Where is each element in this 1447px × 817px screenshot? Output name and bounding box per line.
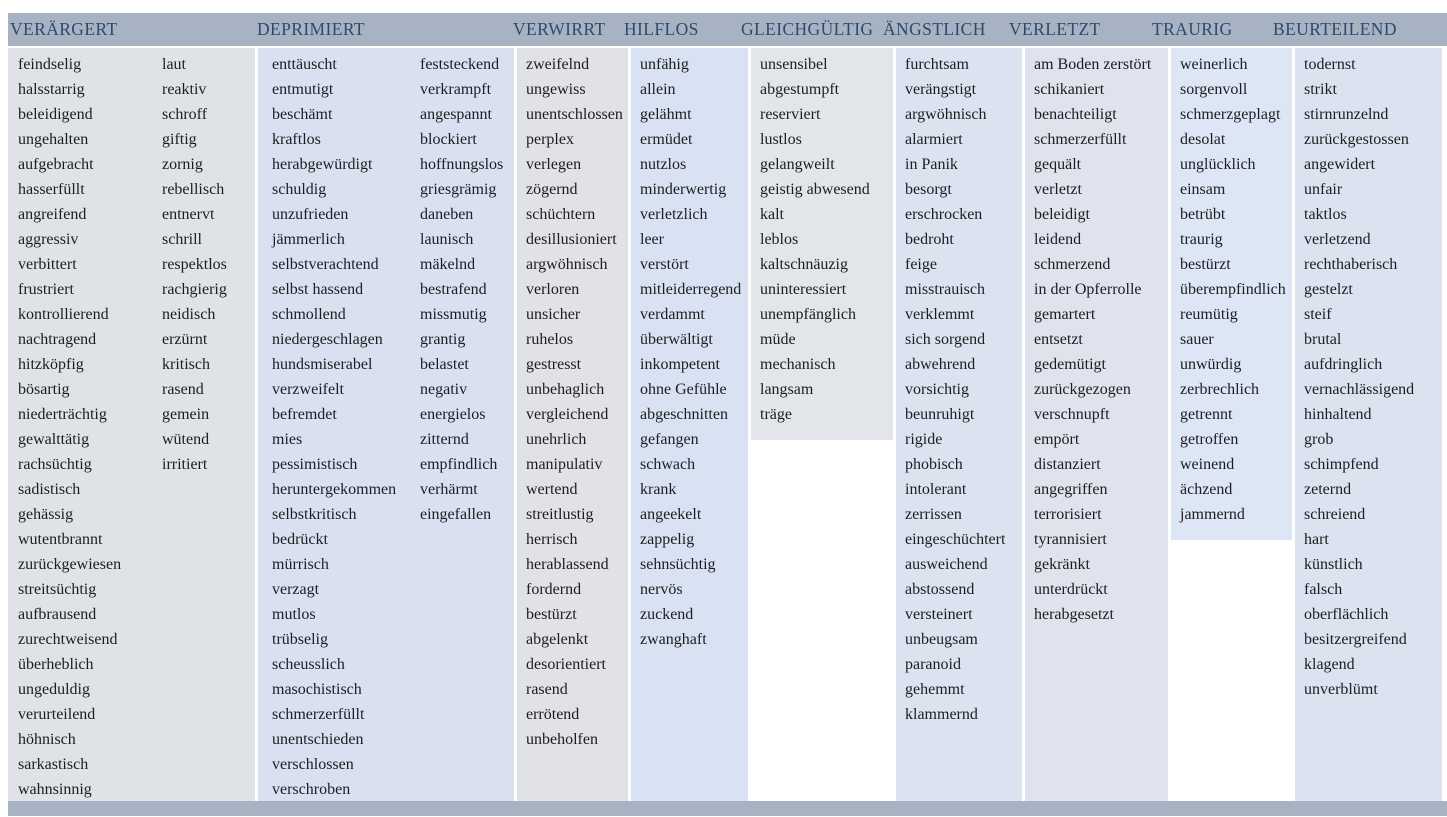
emotion-word: kraftlos (272, 131, 321, 148)
emotion-word: klagend (1304, 656, 1355, 673)
emotion-word: argwöhnisch (526, 256, 608, 273)
emotion-word: fordernd (526, 581, 582, 598)
column-header-beurteilend: BEURTEILEND (1273, 19, 1397, 39)
emotion-word: verletzlich (640, 206, 708, 223)
emotion-word: gemartert (1034, 306, 1096, 323)
emotion-word: feige (905, 256, 937, 273)
emotion-word: verkrampft (420, 81, 492, 98)
word-list (517, 48, 623, 752)
emotion-word: abgeschnitten (640, 406, 728, 423)
emotion-word: strikt (1304, 81, 1337, 98)
emotion-word: getroffen (1180, 431, 1239, 448)
emotion-word: distanziert (1034, 456, 1101, 473)
emotion-word: vernachlässigend (1304, 381, 1415, 398)
emotion-word: unzufrieden (272, 206, 349, 223)
emotion-word: ächzend (1180, 481, 1233, 498)
emotion-word: phobisch (905, 456, 963, 473)
emotion-word: terrorisiert (1034, 506, 1102, 523)
emotion-word: desolat (1180, 131, 1226, 148)
emotion-word: verklemmt (905, 306, 975, 323)
column-deprimiert (258, 48, 514, 802)
emotion-word: unfähig (640, 56, 689, 73)
emotion-word: verloren (526, 281, 580, 298)
emotion-word: klammernd (905, 706, 978, 723)
emotion-word: schüchtern (526, 206, 596, 223)
emotion-word: gehemmt (905, 681, 965, 698)
emotion-word: wutentbrannt (18, 531, 103, 548)
emotion-word: bestürzt (526, 606, 577, 623)
emotion-word: bedrückt (272, 531, 328, 548)
column-fill (896, 48, 1022, 802)
column-fill (517, 48, 628, 802)
emotion-word: intolerant (905, 481, 967, 498)
emotion-word: grantig (420, 331, 466, 348)
emotion-word: angegriffen (1034, 481, 1108, 498)
column-beurteilend (1295, 48, 1442, 802)
bottom-bar (8, 801, 1447, 816)
column-aengstlich (896, 48, 1022, 802)
emotion-word: am Boden zerstört (1034, 56, 1152, 73)
emotion-word: besorgt (905, 181, 952, 198)
emotion-word: selbstverachtend (272, 256, 379, 273)
emotion-word: beschämt (272, 106, 333, 123)
column-fill (1171, 48, 1292, 540)
emotion-word: schrill (162, 231, 202, 248)
emotion-word: belastet (420, 356, 469, 373)
emotion-word: nervös (640, 581, 683, 598)
emotion-word: steif (1304, 306, 1332, 323)
emotion-word: wertend (526, 481, 578, 498)
emotion-word: sarkastisch (18, 756, 89, 773)
emotion-word: falsch (1304, 581, 1343, 598)
emotion-word: furchtsam (905, 56, 969, 73)
emotion-word: ohne Gefühle (640, 381, 727, 398)
emotion-word: streitsüchtig (18, 581, 97, 598)
emotion-word: daneben (420, 206, 474, 223)
emotion-word: masochistisch (272, 681, 362, 698)
emotion-word: manipulativ (526, 456, 603, 473)
emotion-word: überheblich (18, 656, 94, 673)
emotion-word: reaktiv (162, 81, 207, 98)
emotion-word: unbeugsam (905, 631, 978, 648)
emotion-word: erzürnt (162, 331, 208, 348)
emotion-word: heruntergekommen (272, 481, 397, 498)
emotion-word: beunruhigt (905, 406, 975, 423)
emotion-word: launisch (420, 231, 474, 248)
emotion-word: scheusslich (272, 656, 345, 673)
emotion-word: verängstigt (905, 81, 977, 98)
emotion-word: unsicher (526, 306, 581, 323)
emotion-word: befremdet (272, 406, 337, 423)
emotion-word: versteinert (905, 606, 973, 623)
emotion-word: argwöhnisch (905, 106, 987, 123)
emotion-word: ruhelos (526, 331, 574, 348)
emotion-word: unehrlich (526, 431, 587, 448)
emotion-word: weinend (1180, 456, 1235, 473)
emotion-word: zornig (162, 156, 203, 173)
emotion-word: in Panik (905, 156, 958, 173)
emotion-word: rechthaberisch (1304, 256, 1398, 273)
emotion-word: wahnsinnig (18, 781, 92, 798)
emotion-word: schmerzerfüllt (272, 706, 365, 723)
emotion-word: schreiend (1304, 506, 1366, 523)
column-fill (1295, 48, 1442, 802)
emotion-word: zurückgezogen (1034, 381, 1131, 398)
emotion-word: kontrollierend (18, 306, 109, 323)
word-list (8, 48, 153, 802)
emotion-word: unglücklich (1180, 156, 1256, 173)
emotion-word: ungehalten (18, 131, 89, 148)
column-verwirrt (517, 48, 628, 802)
emotion-word: überempfindlich (1180, 281, 1286, 298)
emotion-word: empfindlich (420, 456, 498, 473)
emotion-word: eingeschüchtert (905, 531, 1006, 548)
emotion-word: erschrocken (905, 206, 983, 223)
emotion-word: griesgrämig (420, 181, 497, 198)
emotion-word: verstört (640, 256, 689, 273)
emotion-word: herablassend (526, 556, 609, 573)
emotion-word: gestresst (526, 356, 582, 373)
emotion-word: gemein (162, 406, 210, 423)
emotion-word: leblos (760, 231, 799, 248)
emotion-word: lustlos (760, 131, 802, 148)
emotion-word: unbeholfen (526, 731, 598, 748)
emotion-word: überwältigt (640, 331, 713, 348)
emotion-word: verbittert (18, 256, 77, 273)
emotion-word: zurechtweisend (18, 631, 118, 648)
emotion-word: zeternd (1304, 481, 1352, 498)
column-veraergert (8, 48, 255, 802)
emotion-word: blockiert (420, 131, 477, 148)
emotion-word: höhnisch (18, 731, 76, 748)
emotion-word: verschnupft (1034, 406, 1110, 423)
emotion-word: oberflächlich (1304, 606, 1389, 623)
emotion-word: abwehrend (905, 356, 976, 373)
emotion-word: schmerzend (1034, 256, 1111, 273)
emotion-word: uninteressiert (760, 281, 847, 298)
emotion-word: kaltschnäuzig (760, 256, 848, 273)
emotion-word: entsetzt (1034, 331, 1083, 348)
emotion-word: stirnrunzelnd (1304, 106, 1389, 123)
emotion-word: allein (640, 81, 676, 98)
emotion-word: reumütig (1180, 306, 1238, 323)
emotion-word: reserviert (760, 106, 821, 123)
emotion-word: desillusioniert (526, 231, 617, 248)
emotion-word: zurückgestossen (1304, 131, 1409, 148)
table-body (8, 48, 1447, 802)
column-header-hilflos: HILFLOS (624, 19, 699, 39)
column-header-gleichgueltig: GLEICHGÜLTIG (741, 19, 874, 39)
emotion-word: entnervt (162, 206, 215, 223)
emotion-word: weinerlich (1180, 56, 1248, 73)
emotion-word: benachteiligt (1034, 106, 1117, 123)
emotion-word: beleidigend (18, 106, 93, 123)
emotion-word: aufgebracht (18, 156, 94, 173)
column-fill (751, 48, 893, 440)
emotion-word: giftig (162, 131, 197, 148)
emotion-word: vergleichend (526, 406, 609, 423)
emotion-word: inkompetent (640, 356, 720, 373)
emotion-word: frustriert (18, 281, 74, 298)
emotion-word: einsam (1180, 181, 1226, 198)
word-list (631, 48, 741, 652)
emotion-word: gestelzt (1304, 281, 1353, 298)
emotion-word: verschroben (272, 781, 351, 798)
emotion-word: selbst hassend (272, 281, 364, 298)
emotion-word: herabgesetzt (1034, 606, 1114, 623)
emotion-word: misstrauisch (905, 281, 985, 298)
emotion-word: gedemütigt (1034, 356, 1106, 373)
emotion-word: rigide (905, 431, 943, 448)
emotion-word: leer (640, 231, 664, 248)
emotion-word: gefangen (640, 431, 699, 448)
column-header-verwirrt: VERWIRRT (513, 19, 606, 39)
emotion-word: rasend (162, 381, 204, 398)
emotion-word: negativ (420, 381, 468, 398)
emotion-word: niedergeschlagen (272, 331, 383, 348)
emotion-word: unentschieden (272, 731, 364, 748)
emotion-word: schmerzgeplagt (1180, 106, 1281, 123)
emotion-word: laut (162, 56, 186, 73)
emotion-word: traurig (1180, 231, 1223, 248)
emotion-word: zuckend (640, 606, 694, 623)
emotion-word: ausweichend (905, 556, 988, 573)
emotion-word: verzweifelt (272, 381, 344, 398)
column-fill (258, 48, 514, 802)
emotion-word: unverblümt (1304, 681, 1378, 698)
emotion-word: wütend (162, 431, 210, 448)
emotion-word: krank (640, 481, 677, 498)
emotion-word: verletzend (1304, 231, 1371, 248)
emotion-word: bestrafend (420, 281, 487, 298)
emotion-word: missmutig (420, 306, 487, 323)
emotion-word: sauer (1180, 331, 1214, 348)
emotion-word: nutzlos (640, 156, 687, 173)
emotion-word: rachgierig (162, 281, 227, 298)
emotion-word: hasserfüllt (18, 181, 85, 198)
emotion-word: todernst (1304, 56, 1356, 73)
column-header-traurig: TRAURIG (1152, 19, 1233, 39)
column-header-veraergert: VERÄRGERT (10, 19, 118, 39)
emotion-word: feststeckend (420, 56, 500, 73)
emotion-word: paranoid (905, 656, 961, 673)
emotion-word: angeekelt (640, 506, 702, 523)
emotion-word: schmollend (272, 306, 346, 323)
emotion-word: künstlich (1304, 556, 1363, 573)
emotion-word: kritisch (162, 356, 210, 373)
emotion-word: zerrissen (905, 506, 962, 523)
emotion-word: zögernd (526, 181, 578, 198)
word-list (751, 48, 870, 427)
emotion-word: angewidert (1304, 156, 1376, 173)
emotion-word: in der Opferrolle (1034, 281, 1142, 298)
emotion-word: herabgewürdigt (272, 156, 373, 173)
emotion-word: schimpfend (1304, 456, 1379, 473)
emotion-word: vorsichtig (905, 381, 969, 398)
emotion-word: tyrannisiert (1034, 531, 1107, 548)
emotion-word: entmutigt (272, 81, 334, 98)
emotion-word: hinhaltend (1304, 406, 1372, 423)
emotion-word: taktlos (1304, 206, 1347, 223)
emotion-word: desorientiert (526, 656, 606, 673)
emotion-word: respektlos (162, 256, 227, 273)
emotion-word: grob (1304, 431, 1334, 448)
emotion-word: niederträchtig (18, 406, 107, 423)
emotion-word: unentschlossen (526, 106, 623, 123)
emotion-word: verzagt (272, 581, 320, 598)
emotion-word: gewalttätig (18, 431, 90, 448)
word-list (896, 48, 1005, 727)
emotion-word: unbehaglich (526, 381, 605, 398)
emotion-word: mitleiderregend (640, 281, 742, 298)
column-header-deprimiert: DEPRIMIERT (257, 19, 365, 39)
emotion-word: rebellisch (162, 181, 225, 198)
emotion-word: herrisch (526, 531, 578, 548)
column-hilflos (631, 48, 748, 802)
emotion-word: verletzt (1034, 181, 1082, 198)
emotion-word: unterdrückt (1034, 581, 1108, 598)
word-list (1295, 48, 1414, 702)
emotion-word: hoffnungslos (420, 156, 504, 173)
emotion-word: brutal (1304, 331, 1342, 348)
table-header-row (8, 13, 1447, 46)
word-list (153, 48, 227, 477)
emotion-word: gekränkt (1034, 556, 1090, 573)
emotion-word: langsam (760, 381, 814, 398)
column-fill (1025, 48, 1168, 802)
emotion-word: mechanisch (760, 356, 836, 373)
emotion-word: unfair (1304, 181, 1343, 198)
emotion-word: jammernd (1180, 506, 1245, 523)
column-fill (631, 48, 748, 802)
emotion-word: gequält (1034, 156, 1082, 173)
emotion-word: müde (760, 331, 796, 348)
emotion-word: mäkelnd (420, 256, 476, 273)
emotion-word: unwürdig (1180, 356, 1242, 373)
column-fill (8, 48, 255, 802)
emotion-word: feindselig (18, 56, 82, 73)
emotion-word: aufdringlich (1304, 356, 1383, 373)
emotion-word: minderwertig (640, 181, 727, 198)
emotion-word: abgelenkt (526, 631, 589, 648)
emotion-word: aggressiv (18, 231, 79, 248)
emotion-word: energielos (420, 406, 486, 423)
emotion-word: verdammt (640, 306, 705, 323)
word-list (1025, 48, 1151, 627)
emotion-word: abgestumpft (760, 81, 840, 98)
emotion-word: perplex (526, 131, 574, 148)
emotion-word: mies (272, 431, 303, 448)
emotion-word: sich sorgend (905, 331, 986, 348)
emotion-word: ungeduldig (18, 681, 90, 698)
emotion-word: jämmerlich (272, 231, 345, 248)
emotion-word: hart (1304, 531, 1329, 548)
emotion-word: zurückgewiesen (18, 556, 122, 573)
emotion-word: errötend (526, 706, 580, 723)
emotion-word: unempfänglich (760, 306, 856, 323)
emotion-word: halsstarrig (18, 81, 85, 98)
emotion-word: träge (760, 406, 792, 423)
emotion-word: abstossend (905, 581, 975, 598)
emotion-word: hitzköpfig (18, 356, 84, 373)
emotion-word: angreifend (18, 206, 87, 223)
emotion-word: ermüdet (640, 131, 693, 148)
emotion-word: verlegen (526, 156, 582, 173)
emotion-word: alarmiert (905, 131, 963, 148)
emotion-word: betrübt (1180, 206, 1226, 223)
emotion-word: empört (1034, 431, 1080, 448)
emotion-word: leidend (1034, 231, 1082, 248)
emotion-word: verurteilend (18, 706, 96, 723)
emotion-word: enttäuscht (272, 56, 337, 73)
emotion-word: neidisch (162, 306, 216, 323)
emotion-word: zerbrechlich (1180, 381, 1260, 398)
emotion-word: besitzergreifend (1304, 631, 1407, 648)
emotion-word: beleidigt (1034, 206, 1090, 223)
emotion-word: nachtragend (18, 331, 97, 348)
emotion-word: sehnsüchtig (640, 556, 716, 573)
emotion-word: hundsmiserabel (272, 356, 373, 373)
emotion-word: schroff (162, 106, 208, 123)
column-header-aengstlich: ÄNGSTLICH (883, 19, 986, 39)
emotion-word: kalt (760, 206, 784, 223)
column-traurig (1171, 48, 1292, 802)
emotion-word: irritiert (162, 456, 208, 473)
emotion-word: aufbrausend (18, 606, 97, 623)
emotion-word: angespannt (420, 106, 492, 123)
emotion-word: gehässig (18, 506, 74, 523)
emotion-word: verschlossen (272, 756, 354, 773)
emotion-word: gelähmt (640, 106, 692, 123)
emotion-word: schikaniert (1034, 81, 1105, 98)
emotion-word: ungewiss (526, 81, 586, 98)
emotion-word: sorgenvoll (1180, 81, 1248, 98)
emotion-word: bestürzt (1180, 256, 1231, 273)
emotion-word: rasend (526, 681, 568, 698)
emotion-word: zitternd (420, 431, 469, 448)
emotion-word: eingefallen (420, 506, 492, 523)
emotion-word: schuldig (272, 181, 327, 198)
emotion-word: rachsüchtig (18, 456, 92, 473)
emotion-word: schwach (640, 456, 696, 473)
word-list (411, 48, 503, 527)
emotion-word: zappelig (640, 531, 695, 548)
emotion-word: gelangweilt (760, 156, 835, 173)
word-list (1171, 48, 1286, 527)
emotion-word: zwanghaft (640, 631, 707, 648)
emotion-word: bösartig (18, 381, 70, 398)
emotion-word: getrennt (1180, 406, 1233, 423)
emotion-word: selbstkritisch (272, 506, 357, 523)
emotion-word: trübselig (272, 631, 328, 648)
emotion-word: verhärmt (420, 481, 478, 498)
column-header-verletzt: VERLETZT (1009, 19, 1101, 39)
emotion-word: geistig abwesend (760, 181, 870, 198)
emotion-word: schmerzerfüllt (1034, 131, 1127, 148)
column-gleichgueltig (751, 48, 893, 802)
emotion-word: zweifelnd (526, 56, 590, 73)
emotion-word: bedroht (905, 231, 954, 248)
emotion-word: unsensibel (760, 56, 828, 73)
emotion-word: streitlustig (526, 506, 594, 523)
emotion-word: pessimistisch (272, 456, 358, 473)
column-verletzt (1025, 48, 1168, 802)
emotion-word: mürrisch (272, 556, 329, 573)
word-list (258, 48, 411, 802)
emotion-word: mutlos (272, 606, 316, 623)
emotion-word: sadistisch (18, 481, 81, 498)
